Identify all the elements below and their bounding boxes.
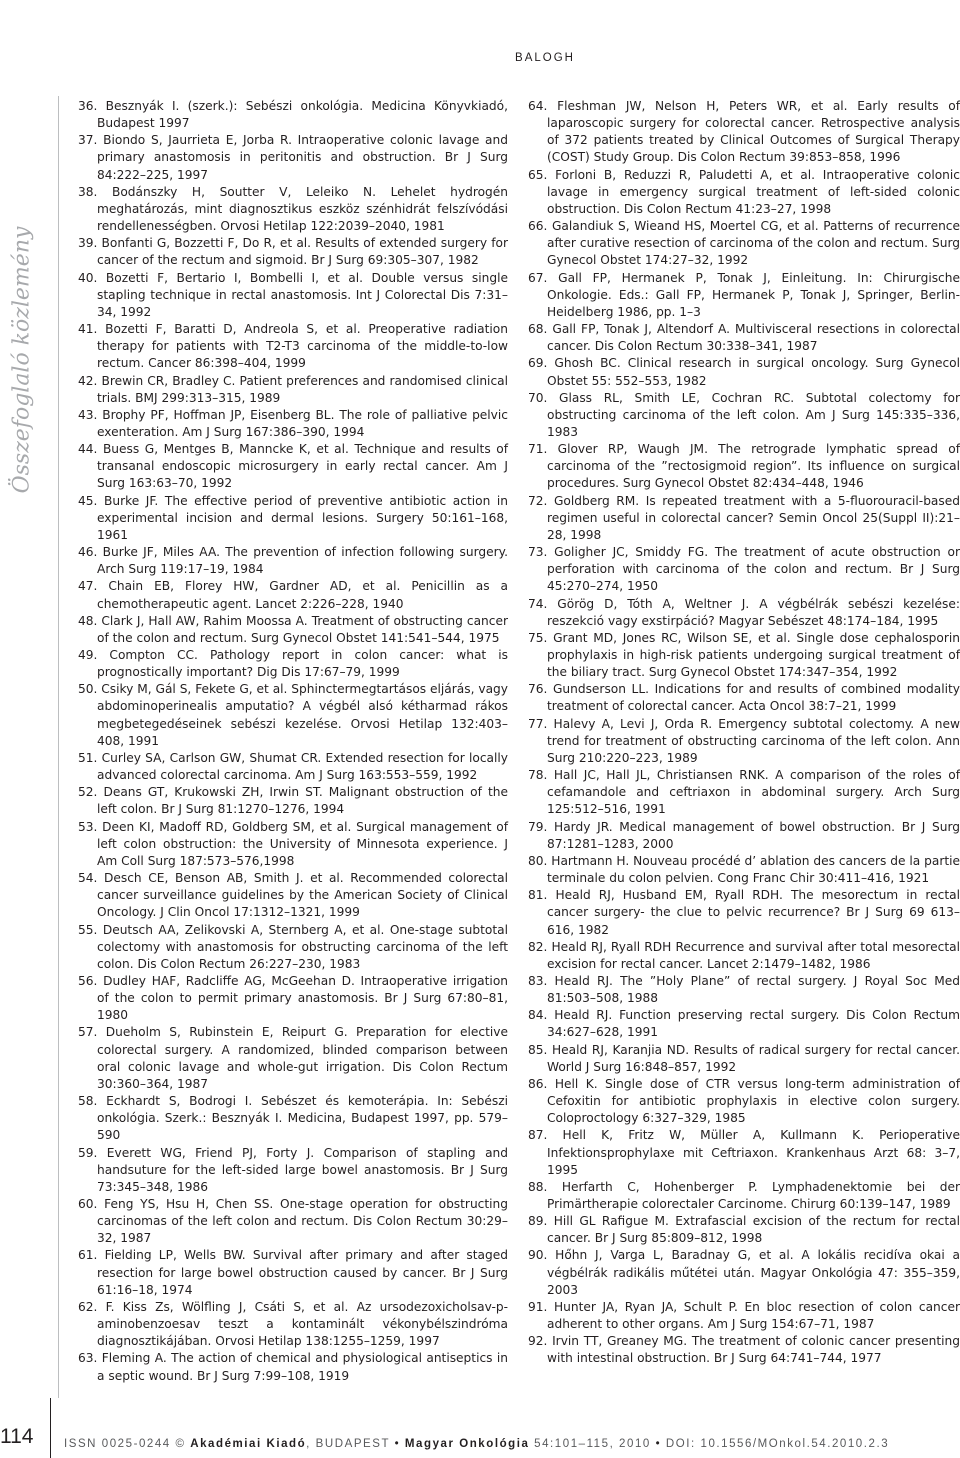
reference-item: 37. Biondo S, Jaurrieta E, Jorba R. Intraoperative colonic lavage and primary anastomosis in peritonitis and obstruction. Br J Surg 84:222–225, 1997: [78, 133, 508, 182]
footer-issn: ISSN 0025-0244 ©: [64, 1438, 191, 1450]
reference-item: 90. Hőhn J, Varga L, Baradnay G, et al. A lokális recidíva okai a végbélrák radikális műtétei után. Magyar Onkológia 47: 355–359, 2003: [528, 1248, 960, 1297]
reference-item: 54. Desch CE, Benson AB, Smith J. et al. Recommended colorectal cancer surveillance guidelines by the American Society of Clinical Oncology. J Clin Oncol 17:1312–1321, 1999: [78, 871, 508, 920]
reference-item: 60. Feng YS, Hsu H, Chen SS. One-stage operation for obstructing carcinomas of the left colon and rectum. Dis Colon Rectum 30:29–32, 1987: [78, 1197, 508, 1246]
reference-item: 72. Goldberg RM. Is repeated treatment with a 5-fluorouracil-based regimen useful in colorectal cancer? Semin Oncol 25(Suppl II):21–28, 1998: [528, 493, 960, 542]
footer-journal: Magyar Onkológia: [404, 1438, 530, 1450]
reference-item: 43. Brophy PF, Hoffman JP, Eisenberg BL. The role of palliative pelvic exenteration. Am J Surg 167:386–390, 1994: [78, 407, 508, 439]
reference-item: 48. Clark J, Hall AW, Rahim Moossa A. Treatment of obstructing cancer of the colon and rectum. Surg Gynecol Obstet 141:541–544, 1975: [78, 613, 508, 645]
reference-item: 82. Heald RJ, Ryall RDH Recurrence and survival after total mesorectal excision for rectal cancer. Lancet 2:1479–1482, 1986: [528, 939, 960, 971]
reference-item: 52. Deans GT, Krukowski ZH, Irwin ST. Malignant obstruction of the left colon. Br J Surg 81:1270–1276, 1994: [78, 785, 508, 817]
reference-item: 63. Fleming A. The action of chemical and physiological antiseptics in a septic wound. Br J Surg 7:99–108, 1919: [78, 1351, 508, 1383]
side-divider: [58, 96, 59, 1398]
reference-item: 64. Fleshman JW, Nelson H, Peters WR, et al. Early results of laparoscopic surgery for colorectal cancer. Retrospective analysis of 372 patients treated by Clinical Outcomes of Surgical Therapy (COST) Study Group. Dis Colon Rectum 39:853–858, 1996: [528, 99, 960, 165]
reference-item: 66. Galandiuk S, Wieand HS, Moertel CG, et al. Patterns of recurrence after curative resection of carcinoma of the colon and rectum. Surg Gynecol Obstet 174:27–32, 1992: [528, 219, 960, 268]
reference-item: 68. Gall FP, Tonak J, Altendorf A. Multivisceral resections in colorectal cancer. Dis Colon Rectum 30:338–341, 1987: [528, 322, 960, 354]
reference-item: 46. Burke JF, Miles AA. The prevention of infection following surgery. Arch Surg 119:17–19, 1984: [78, 545, 508, 577]
footer-citation: [64, 1438, 889, 1450]
reference-item: 61. Fielding LP, Wells BW. Survival after primary and after staged resection for large bowel obstruction caused by cancer. Br J Surg 61:16–18, 1974: [78, 1248, 508, 1297]
reference-item: 50. Csiky M, Gál S, Fekete G, et al. Sphinctermegtartásos eljárás, vagy abdominoperinealis amputatio? A végbél alsó kétharmad rákos megbetegedéseinek sebészi kezelése. Orvosi Hetilap 132:403–408, 1991: [78, 682, 508, 748]
reference-item: 65. Forloni B, Reduzzi R, Paludetti A, et al. Intraoperative colonic lavage in emergency surgical treatment of left-sided colonic obstruction. Dis Colon Rectum 41:23–27, 1998: [528, 167, 960, 216]
references-column-right: [528, 98, 960, 1368]
footer-separator-1: •: [394, 1438, 401, 1450]
reference-item: 75. Grant MD, Jones RC, Wilson SE, et al. Single dose cephalosporin prophylaxis in high-risk patients undergoing surgical treatment of the biliary tract. Surg Gynecol Obstet 174:347–354, 1992: [528, 630, 960, 680]
reference-item: 42. Brewin CR, Bradley C. Patient preferences and randomised clinical trials. BMJ 299:313–315, 1989: [78, 373, 508, 405]
reference-item: 79. Hardy JR. Medical management of bowel obstruction. Br J Surg 87:1281–1283, 2000: [528, 819, 960, 851]
reference-item: 40. Bozetti F, Bertario I, Bombelli I, et al. Double versus single stapling technique in rectal anastomosis. Int J Colorectal Dis 7:31–34, 1992: [78, 270, 508, 319]
reference-item: 91. Hunter JA, Ryan JA, Schult P. En bloc resection of colon cancer adherent to other organs. Am J Surg 154:67–71, 1987: [528, 1299, 960, 1332]
reference-item: 67. Gall FP, Hermanek P, Tonak J, Einleitung. In: Chirurgische Onkologie. Eds.: Gall FP, Hermanek P, Tonak J, Springer, Berlin-Heidelberg 1986, pp. 1–3: [528, 270, 960, 319]
references-column-left: [78, 98, 508, 1385]
reference-item: 49. Compton CC. Pathology report in colon cancer: what is prognostically important? Dig Dis 17:67–79, 1999: [78, 648, 508, 680]
footer-publisher: Akadémiai Kiadó: [190, 1438, 307, 1450]
reference-item: 87. Hell K, Fritz W, Müller A, Kullmann K. Perioperative Infektionsprophylaxe mit Ceftriaxon. Krankenhaus Arzt 68: 3–7, 1995: [528, 1128, 960, 1177]
footer-divider: [50, 1398, 51, 1458]
reference-item: 92. Irvin TT, Greaney MG. The treatment of colonic cancer presenting with intestinal obstruction. Br J Surg 64:741–744, 1977: [528, 1334, 960, 1366]
footer-city: , BUDAPEST: [306, 1438, 395, 1450]
reference-item: 69. Ghosh BC. Clinical research in surgical oncology. Surg Gynecol Obstet 55: 552–553, 1982: [528, 356, 960, 388]
side-section-label-text: Összefoglaló közlemény: [9, 226, 35, 494]
reference-item: 70. Glass RL, Smith LE, Cochran RC. Subtotal colectomy for obstructing carcinoma of the left colon. Am J Surg 145:335–336, 1983: [528, 390, 960, 439]
page-number: 114: [0, 1425, 34, 1448]
reference-item: 71. Glover RP, Waugh JM. The retrograde lymphatic spread of carcinoma of the ”rectosigmoid region”. Its influence on surgical procedures. Surg Gynecol Obstet 82:434–448, 1946: [528, 442, 960, 491]
reference-item: 80. Hartmann H. Nouveau procédé d’ ablation des cancers de la partie terminale du colon pelvien. Cong Franc Chir 30:411–416, 1921: [528, 853, 960, 886]
reference-item: 83. Heald RJ. The ”Holy Plane” of rectal surgery. J Royal Soc Med 81:503–508, 1988: [528, 973, 960, 1006]
footer-doi: DOI: 10.1556/MOnkol.54.2010.2.3: [661, 1438, 890, 1450]
running-header-author: BALOGH: [515, 52, 575, 64]
footer-separator-2: •: [655, 1438, 662, 1450]
reference-item: 51. Curley SA, Carlson GW, Shumat CR. Extended resection for locally advanced colorectal carcinoma. Am J Surg 163:553–559, 1992: [78, 750, 508, 783]
reference-item: 81. Heald RJ, Husband EM, Ryall RDH. The mesorectum in rectal cancer surgery- the clue to pelvic recurrence? Br J Surg 69 613–616, 1982: [528, 888, 960, 937]
reference-item: 78. Hall JC, Hall JL, Christiansen RNK. A comparison of the roles of cefamandole and ceftriaxon in abdominal surgery. Arch Surg 125:512–516, 1991: [528, 768, 960, 817]
reference-item: 74. Görög D, Tóth A, Weltner J. A végbélrák sebészi kezelése: reszekció vagy exstirpáció? Magyar Sebészet 48:174–184, 1995: [528, 596, 960, 628]
reference-item: 47. Chain EB, Florey HW, Gardner AD, et al. Penicillin as a chemotherapeutic agent. Lancet 2:226–228, 1940: [78, 579, 508, 611]
footer-issue: 54:101–115, 2010: [529, 1438, 656, 1450]
reference-item: 41. Bozetti F, Baratti D, Andreola S, et al. Preoperative radiation therapy for patients with T2-T3 carcinoma of the middle-to-low rectum. Cancer 86:398–404, 1999: [78, 322, 508, 371]
reference-item: 56. Dudley HAF, Radcliffe AG, McGeehan D. Intraoperative irrigation of the colon to permit primary anastomosis. Br J Surg 67:80–81, 1980: [78, 973, 508, 1023]
reference-item: 57. Dueholm S, Rubinstein E, Reipurt G. Preparation for elective colorectal surgery. A randomized, blinded comparison between oral colonic lavage and whole-gut irrigation. Dis Colon Rectum 30:360–364, 1987: [78, 1025, 508, 1091]
reference-item: 89. Hill GL Rafigue M. Extrafascial excision of the rectum for rectal cancer. Br J Surg 85:809–812, 1998: [528, 1214, 960, 1246]
reference-item: 86. Hell K. Single dose of CTR versus long-term administration of Cefoxitin for antibiotic prophylaxis in elective colon surgery. Coloproctology 6:327–329, 1985: [528, 1076, 960, 1126]
reference-item: 39. Bonfanti G, Bozzetti F, Do R, et al. Results of extended surgery for cancer of the rectum and sigmoid. Br J Surg 69:305–307, 1982: [78, 236, 508, 268]
reference-item: 76. Gundserson LL. Indications for and results of combined modality treatment of colorectal cancer. Acta Oncol 38:7–21, 1999: [528, 682, 960, 714]
reference-item: 59. Everett WG, Friend PJ, Forty J. Comparison of stapling and handsuture for the left-sided large bowel anastomosis. Br J Surg 73:345–348, 1986: [78, 1145, 508, 1194]
reference-item: 58. Eckhardt S, Bodrogi I. Sebészet és kemoterápia. In: Sebészi onkológia. Szerk.: Besznyák I. Medicina, Budapest 1997, pp. 579–590: [78, 1094, 508, 1143]
reference-item: 55. Deutsch AA, Zelikovski A, Sternberg A, et al. One-stage subtotal colectomy with anastomosis for obstructing carcinoma of the left colon. Dis Colon Rectum 26:227–230, 1983: [78, 922, 508, 971]
reference-item: 45. Burke JF. The effective period of preventive antibiotic action in experimental incision and dermal lesions. Surgery 50:161–168, 1961: [78, 493, 508, 542]
reference-item: 88. Herfarth C, Hohenberger P. Lymphadenektomie bei der Primärtherapie colorectaler Carcinome. Chirurg 60:139–147, 1989: [528, 1179, 960, 1211]
reference-item: 73. Goligher JC, Smiddy FG. The treatment of acute obstruction or perforation with carcinoma of the colon and rectum. Br J Surg 45:270–274, 1950: [528, 545, 960, 594]
reference-item: 38. Bodánszky H, Soutter V, Leleiko N. Lehelet hydrogén meghatározás, mint diagnosztikus eszköz szénhidrát felszívódási rendellenességben. Orvosi Hetilap 122:2039–2040, 1981: [78, 184, 508, 234]
reference-item: 77. Halevy A, Levi J, Orda R. Emergency subtotal colectomy. A new trend for treatment of obstructing carcinoma of the left colon. Ann Surg 210:220–223, 1989: [528, 716, 960, 765]
reference-item: 84. Heald RJ. Function preserving rectal surgery. Dis Colon Rectum 34:627–628, 1991: [528, 1008, 960, 1040]
reference-item: 44. Buess G, Mentges B, Manncke K, et al. Technique and results of transanal endoscopic microsurgery in early rectal cancer. Am J Surg 163:63–70, 1992: [78, 442, 508, 491]
reference-item: 36. Besznyák I. (szerk.): Sebészi onkológia. Medicina Könyvkiadó, Budapest 1997: [78, 99, 508, 131]
reference-item: 62. F. Kiss Zs, Wölfling J, Csáti S, et al. Az ursodezoxicholsav-p-aminobenzoesav teszt a kontaminált vékonybélszindróma diagnosztikájában. Orvosi Hetilap 138:1255–1259, 1997: [78, 1299, 508, 1349]
reference-item: 85. Heald RJ, Karanjia ND. Results of radical surgery for rectal cancer. World J Surg 16:848–857, 1992: [528, 1042, 960, 1074]
reference-item: 53. Deen KI, Madoff RD, Goldberg SM, et al. Surgical management of left colon obstruction: the University of Minnesota experience. J Am Coll Surg 187:573–576,1998: [78, 819, 508, 868]
